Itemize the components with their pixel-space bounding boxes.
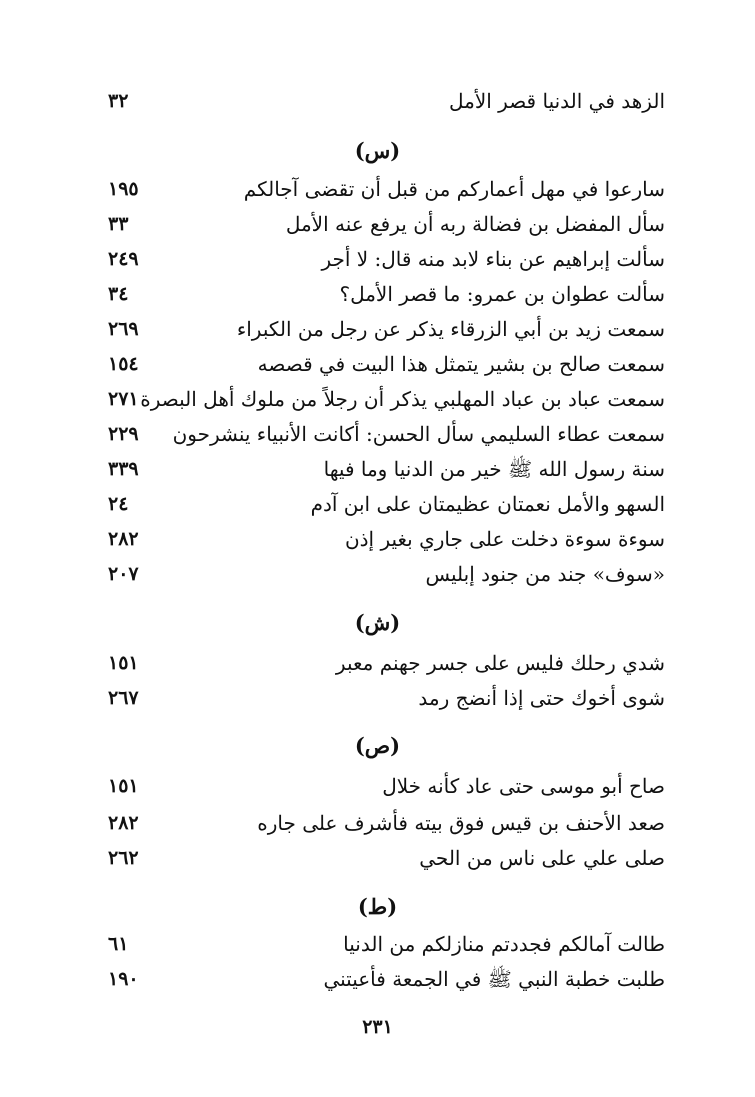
index-entry (108, 207, 665, 241)
entry-page: ٢٨٢ (108, 528, 139, 550)
entry-page: ٢٠٧ (108, 563, 139, 585)
entry-text: صعد الأحنف بن قيس فوق بيته فأشرف على جاره (257, 811, 665, 835)
section-heading-seen: (س) (354, 138, 401, 163)
page-number: ٢٣١ (362, 1016, 393, 1038)
entry-text: طالت آمالكم فجددتم منازلكم من الدنيا (343, 932, 665, 956)
entry-page: ٢٨٢ (108, 812, 139, 834)
entry-page: ١٥١ (108, 652, 139, 674)
entry-page: ٢٤ (108, 493, 129, 515)
entry-text: سوءة سوءة دخلت على جاري بغير إذن (344, 527, 665, 551)
entry-page: ١٥١ (108, 775, 139, 797)
entry-text: «سوف» جند من جنود إبليس (425, 562, 665, 586)
entry-page: ٢٢٩ (108, 423, 139, 445)
index-entry (108, 242, 665, 276)
entry-page: ١٩٥ (108, 178, 139, 200)
index-entry (108, 382, 665, 416)
entry-text: سمعت عطاء السليمي سأل الحسن: أكانت الأنبياء ينشرحون (172, 422, 665, 446)
index-entry (108, 927, 665, 961)
entry-page: ١٩٠ (108, 968, 139, 990)
index-entry (108, 417, 665, 451)
index-entry (108, 277, 665, 311)
entry-text: سألت إبراهيم عن بناء لابد منه قال: لا أجر (321, 247, 665, 271)
entry-text: سارعوا في مهل أعماركم من قبل أن تقضى آجالكم (243, 177, 665, 201)
section-heading-taa: (ط) (357, 894, 398, 919)
entry-text: صلى علي على ناس من الحي (419, 846, 665, 870)
entry-text: السهو والأمل نعمتان عظيمتان على ابن آدم (310, 492, 665, 516)
entry-text: طلبت خطبة النبي ﷺ في الجمعة فأعيتني (323, 967, 665, 991)
section-heading-sheen: (ش) (354, 610, 401, 635)
index-entry (108, 522, 665, 556)
index-entry (108, 312, 665, 346)
entry-text: سمعت صالح بن بشير يتمثل هذا البيت في قصصه (257, 352, 665, 376)
entry-page: ٢٦٢ (108, 847, 139, 869)
index-entry (108, 347, 665, 381)
entry-page: ٢٦٧ (108, 687, 139, 709)
entry-text: الزهد في الدنيا قصر الأمل (449, 89, 665, 113)
index-entry (108, 681, 665, 715)
entry-page: ٣٣ (108, 213, 129, 235)
entry-text: سألت عطوان بن عمرو: ما قصر الأمل؟ (339, 282, 665, 306)
index-entry (108, 172, 665, 206)
index-entry (108, 646, 665, 680)
index-entry (108, 452, 665, 486)
index-entry (108, 769, 665, 803)
index-entry (108, 487, 665, 521)
index-entry (108, 557, 665, 591)
entry-page: ٣٣٩ (108, 458, 139, 480)
entry-page: ٣٢ (108, 90, 129, 112)
entry-text: سنة رسول الله ﷺ خير من الدنيا وما فيها (323, 457, 665, 481)
index-entry (108, 806, 665, 840)
entry-page: ١٥٤ (108, 353, 139, 375)
index-entry (108, 962, 665, 996)
entry-text: شدي رحلك فليس على جسر جهنم معبر (335, 651, 665, 675)
section-heading-saad: (ص) (354, 733, 401, 758)
index-entry (108, 841, 665, 875)
entry-text: سمعت زيد بن أبي الزرقاء يذكر عن رجل من الكبراء (236, 317, 665, 341)
entry-text: سمعت عباد بن عباد المهلبي يذكر أن رجلاً من ملوك أهل البصرة (140, 387, 665, 411)
entry-page: ٢٤٩ (108, 248, 139, 270)
entry-page: ٣٤ (108, 283, 129, 305)
entry-text: سأل المفضل بن فضالة ربه أن يرفع عنه الأمل (285, 212, 665, 236)
entry-text: صاح أبو موسى حتى عاد كأنه خلال (382, 774, 665, 798)
entry-page: ٢٦٩ (108, 318, 139, 340)
index-entry (108, 84, 665, 118)
entry-text: شوى أخوك حتى إذا أنضج رمد (418, 686, 665, 710)
entry-page: ٦١ (108, 933, 129, 955)
entry-page: ٢٧١ (108, 388, 139, 410)
